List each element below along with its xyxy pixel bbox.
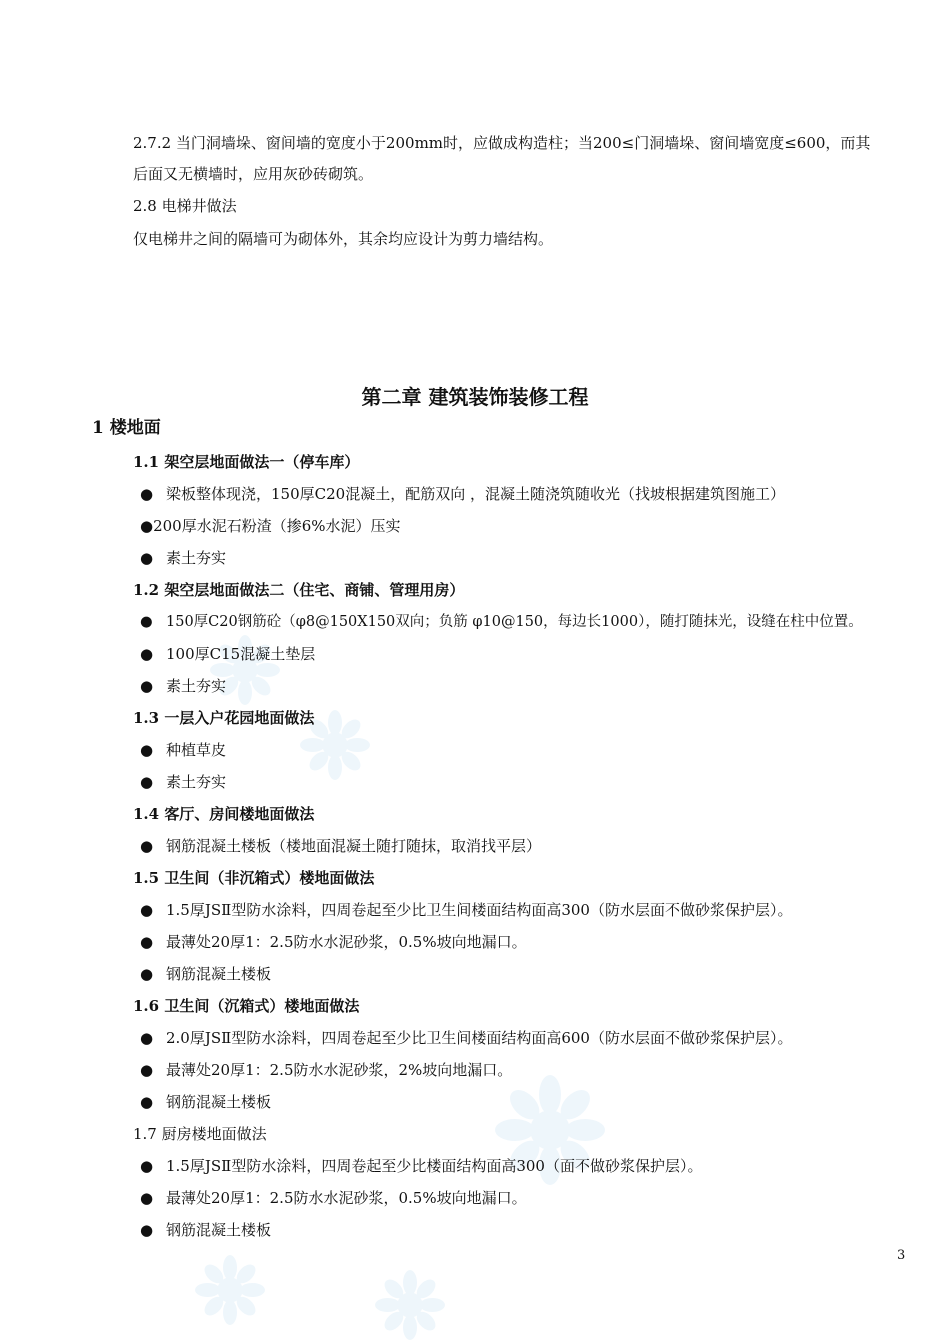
- list-item: [140, 644, 315, 664]
- subsection-heading: 1.2 架空层地面做法二（住宅、商铺、管理用房）: [133, 581, 465, 599]
- list-item-text: 最薄处20厚1：2.5防水水泥砂浆，2%坡向地漏口。: [166, 1061, 513, 1079]
- list-item-text: 150厚C20钢筋砼（φ8@150X150双向；负筋 φ10@150，每边长1000），随打随抹光，设缝在柱中位置。: [166, 614, 863, 630]
- list-item: [140, 1220, 271, 1240]
- paragraph-line: 仅电梯井之间的隔墙可为砌体外，其余均应设计为剪力墙结构。: [133, 230, 554, 248]
- list-item: [140, 1188, 527, 1208]
- bullet-icon: ●: [140, 677, 154, 695]
- watermark-flower-icon: [195, 1255, 265, 1325]
- list-item: [140, 484, 785, 504]
- subsection-heading: 1.3 一层入户花园地面做法: [133, 709, 315, 727]
- list-item: [140, 964, 271, 984]
- list-item-text: 钢筋混凝土楼板: [166, 965, 272, 983]
- list-item: [140, 1060, 512, 1080]
- paragraph-heading: 2.8 电梯井做法: [133, 197, 237, 215]
- list-item: [140, 548, 226, 568]
- list-item: [140, 676, 226, 696]
- list-item-text: 钢筋混凝土楼板: [166, 1221, 272, 1239]
- subsection-heading: 1.1 架空层地面做法一（停车库）: [133, 453, 360, 471]
- chapter-title: 第二章 建筑装饰装修工程: [361, 385, 589, 409]
- bullet-icon: ●: [140, 933, 154, 951]
- bullet-icon: ●: [140, 645, 154, 663]
- subsection-heading: 1.7 厨房楼地面做法: [133, 1125, 267, 1143]
- list-item-text: 素土夯实: [166, 677, 227, 695]
- list-item: [140, 836, 541, 856]
- list-item-text: 种植草皮: [166, 741, 227, 759]
- bullet-icon: ●: [140, 837, 154, 855]
- list-item-text: 素土夯实: [166, 549, 227, 567]
- list-item-text: 200厚水泥石粉渣（掺6%水泥）压实: [153, 517, 401, 535]
- list-item-text: 最薄处20厚1：2.5防水水泥砂浆，0.5%坡向地漏口。: [166, 933, 527, 951]
- page-number: 3: [897, 1248, 906, 1263]
- bullet-icon: ●: [140, 549, 154, 567]
- list-item: [140, 932, 527, 952]
- watermark-flower-icon: [375, 1270, 445, 1340]
- list-item-text: 2.0厚JSⅡ型防水涂料，四周卷起至少比卫生间楼面结构面高600（防水层面不做砂浆保护层）。: [166, 1029, 793, 1047]
- bullet-icon: ●: [140, 1189, 154, 1207]
- bullet-icon: ●: [140, 901, 154, 919]
- list-item-text: 钢筋混凝土楼板（楼地面混凝土随打随抹，取消找平层）: [166, 837, 542, 855]
- section-heading: 1 楼地面: [92, 418, 161, 438]
- list-item: [140, 612, 863, 632]
- bullet-icon: ●: [140, 1221, 154, 1239]
- subsection-heading: 1.4 客厅、房间楼地面做法: [133, 805, 315, 823]
- list-item: [140, 900, 792, 920]
- list-item-text: 钢筋混凝土楼板: [166, 1093, 272, 1111]
- list-item-text: 1.5厚JSⅡ型防水涂料，四周卷起至少比卫生间楼面结构面高300（防水层面不做砂浆保护层）。: [166, 901, 793, 919]
- bullet-icon: ●: [140, 1157, 154, 1175]
- subsection-heading: 1.5 卫生间（非沉箱式）楼地面做法: [133, 869, 375, 887]
- bullet-icon: ●: [140, 1029, 154, 1047]
- bullet-icon: ●: [140, 1061, 154, 1079]
- list-item-text: 100厚C15混凝土垫层: [166, 645, 316, 663]
- subsection-heading: 1.6 卫生间（沉箱式）楼地面做法: [133, 997, 360, 1015]
- bullet-icon: ●: [140, 614, 153, 630]
- bullet-icon: ●: [140, 965, 154, 983]
- list-item: [140, 1156, 702, 1176]
- list-item-text: 最薄处20厚1：2.5防水水泥砂浆，0.5%坡向地漏口。: [166, 1189, 527, 1207]
- list-item-text: 1.5厚JSⅡ型防水涂料，四周卷起至少比楼面结构面高300（面不做砂浆保护层）。: [166, 1157, 703, 1175]
- list-item-text: 梁板整体现浇，150厚C20混凝土，配筋双向 ，混凝土随浇筑随收光（找坡根据建筑图施工）: [166, 485, 785, 503]
- bullet-icon: ●: [140, 517, 154, 535]
- list-item-text: 素土夯实: [166, 773, 227, 791]
- paragraph-line: 后面又无横墙时，应用灰砂砖砌筑。: [133, 165, 374, 183]
- list-item: [140, 740, 226, 760]
- bullet-icon: ●: [140, 773, 154, 791]
- bullet-icon: ●: [140, 485, 154, 503]
- bullet-icon: ●: [140, 1093, 154, 1111]
- paragraph-line: 2.7.2 当门洞墙垛、窗间墙的宽度小于200mm时，应做成构造柱；当200≤门洞墙垛、窗间墙宽度≤600，而其: [133, 134, 871, 152]
- list-item: [140, 772, 226, 792]
- list-item: [140, 1028, 792, 1048]
- bullet-icon: ●: [140, 741, 154, 759]
- list-item: [140, 516, 401, 536]
- list-item: [140, 1092, 271, 1112]
